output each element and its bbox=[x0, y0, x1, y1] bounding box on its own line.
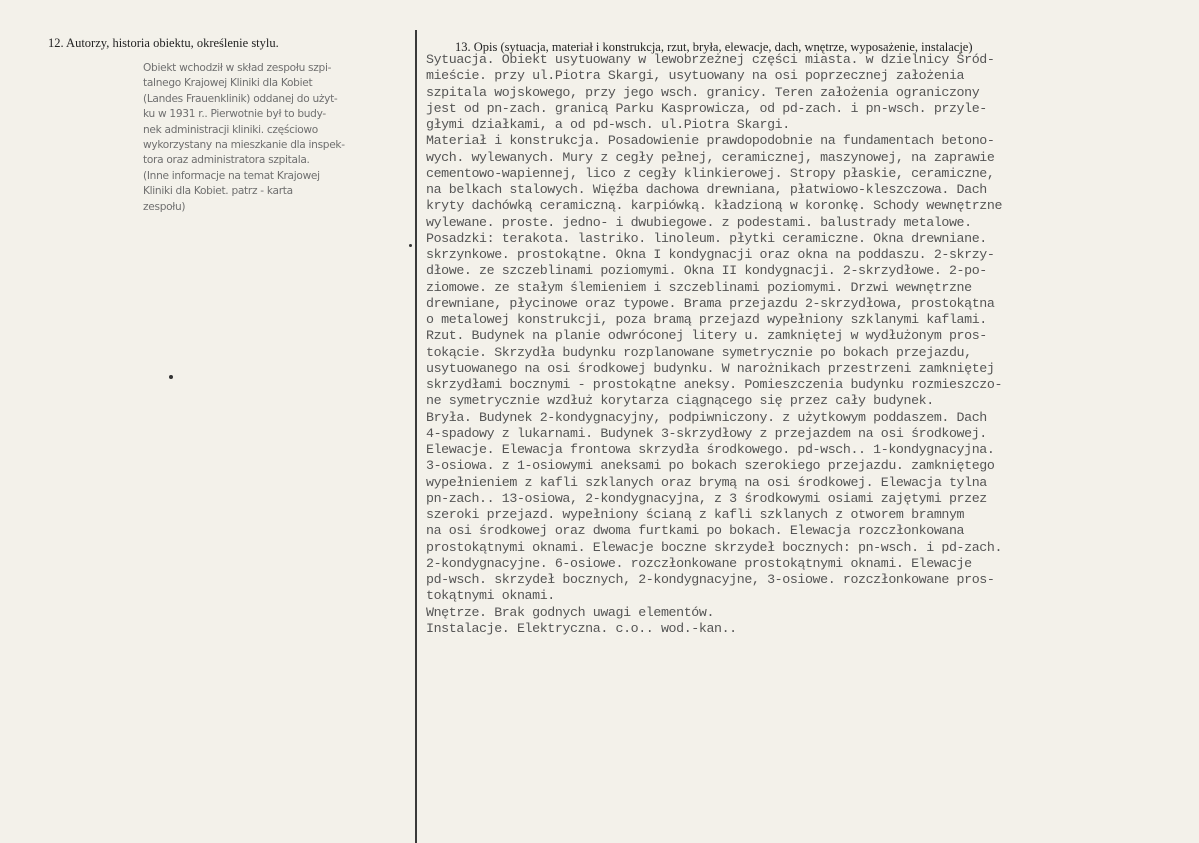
text-line: jest od pn-zach. granicą Parku Kasprowicza, od pd-zach. i pn-wsch. przyle- bbox=[426, 100, 987, 116]
text-line: nek administracji kliniki. częściowo bbox=[143, 123, 318, 136]
text-line: wylewane. proste. jedno- i dwubiegowe. z podestami. balustrady metalowe. bbox=[426, 214, 972, 230]
text-line: talnego Krajowej Kliniki dla Kobiet bbox=[143, 77, 313, 90]
text-line: usytuowanego na osi środkowej budynku. W narożnikach przestrzeni zamkniętej bbox=[426, 360, 995, 376]
text-line: Bryła. Budynek 2-kondygnacyjny, podpiwniczony. z użytkowym poddaszem. Dach bbox=[426, 409, 987, 425]
text-line: wykorzystany na mieszkanie dla inspek- bbox=[143, 139, 345, 152]
text-line: Materiał i konstrukcja. Posadowienie prawdopodobnie na fundamentach betono- bbox=[426, 133, 995, 149]
text-line: 2-kondygnacyjne. 6-osiowe. rozczłonkowane prostokątnymi oknami. Elewacje bbox=[426, 555, 972, 571]
text-line: Rzut. Budynek na planie odwróconej litery u. zamkniętej w wydłużonym pros- bbox=[426, 328, 987, 344]
text-line: szpitala wojskowego, przy jego wsch. granicy. Teren założenia ograniczony bbox=[426, 84, 980, 100]
text-line: tokącie. Skrzydła budynku rozplanowane symetrycznie po bokach przejazdu, bbox=[426, 344, 972, 360]
section-13-text bbox=[426, 52, 1196, 637]
text-line: pd-wsch. skrzydeł bocznych, 2-kondygnacyjne, 3-osiowe. rozczłonkowane pros- bbox=[426, 572, 995, 587]
text-line: na osi środkowej oraz dwoma furtkami po bokach. Elewacja rozczłonkowana bbox=[426, 523, 965, 539]
text-line: ziomowe. ze stałym ślemieniem i szczeblinami poziomymi. Drzwi wewnętrzne bbox=[426, 279, 972, 295]
text-line: na belkach stalowych. Więźba dachowa drewniana, płatwiowo-kleszczowa. Dach bbox=[426, 182, 987, 197]
text-line: Obiekt wchodził w skład zespołu szpi- bbox=[143, 62, 332, 74]
text-line: o metalowej konstrukcji, poza bramą przejazd wypełniony szklanymi kaflami. bbox=[426, 312, 987, 327]
ink-speck bbox=[409, 244, 412, 247]
text-line: mieście. przy ul.Piotra Skargi, usytuowany na osi poprzecznej założenia bbox=[426, 68, 965, 84]
text-line: szeroki przejazd. wypełniony ścianą z kafli szklanych z otworem bramnym bbox=[426, 507, 965, 522]
section-13-heading: 13. Opis (sytuacja, materiał i konstrukcja, rzut, bryła, elewacje, dach, wnętrze, wyposażenie, instalacje) bbox=[455, 40, 973, 54]
text-line: wych. wylewanych. Mury z cegły pełnej, ceramicznej, maszynowej, na zaprawie bbox=[426, 149, 995, 165]
text-line: Wnętrze. Brak godnych uwagi elementów. bbox=[426, 604, 715, 620]
text-line: 3-osiowa. z 1-osiowymi aneksami po bokach szerokiego przejazdu. zamkniętego bbox=[426, 458, 995, 474]
text-line: wypełnieniem z kafli szklanych oraz brymą na osi środkowej. Elewacja tylna bbox=[426, 474, 987, 490]
text-line: pn-zach.. 13-osiowa, 2-kondygnacyjna, z 3 środkowymi osiami zajętymi przez bbox=[426, 490, 987, 506]
text-line: Kliniki dla Kobiet. patrz - karta bbox=[143, 185, 293, 198]
ink-speck bbox=[169, 375, 173, 379]
text-line: prostokątnymi oknami. Elewacje boczne skrzydeł bocznych: pn-wsch. i pd-zach. bbox=[426, 539, 1003, 555]
text-line: ku w 1931 r.. Pierwotnie był to budy- bbox=[143, 108, 326, 121]
text-line: (Inne informacje na temat Krajowej bbox=[143, 169, 320, 182]
text-line: skrzynkowe. prostokątne. Okna I kondygnacji oraz okna na poddaszu. 2-skrzy- bbox=[426, 247, 995, 262]
text-line: cementowo-wapiennej, lico z cegły klinkierowej. Stropy płaskie, ceramiczne, bbox=[426, 165, 995, 181]
text-line: (Landes Frauenklinik) oddanej do użyt- bbox=[143, 92, 338, 105]
text-line: zespołu) bbox=[143, 200, 186, 213]
text-line: dłowe. ze szczeblinami poziomymi. Okna II kondygnacji. 2-skrzydłowe. 2-po- bbox=[426, 263, 987, 279]
text-line: skrzydłami bocznymi - prostokątne aneksy. Pomieszczenia budynku rozmieszczo- bbox=[426, 377, 1003, 392]
text-line: tokątnymi oknami. bbox=[426, 588, 555, 604]
text-line: Elewacje. Elewacja frontowa skrzydła środkowego. pd-wsch.. 1-kondygnacyjna. bbox=[426, 442, 995, 457]
text-line: Posadzki: terakota. lastriko. linoleum. płytki ceramiczne. Okna drewniane. bbox=[426, 230, 987, 246]
text-line: drewniane, płycinowe oraz typowe. Brama przejazdu 2-skrzydłowa, prostokątna bbox=[426, 295, 995, 311]
text-line: Sytuacja. Obiekt usytuowany w lewobrzeżnej części miasta. w dzielnicy Śród- bbox=[426, 52, 995, 67]
text-line: ne symetrycznie wzdłuż korytarza ciągnącego się przez cały budynek. bbox=[426, 393, 934, 409]
text-line: kryty dachówką ceramiczną. karpiówką. kładzioną w koronkę. Schody wewnętrzne bbox=[426, 198, 1003, 214]
text-line: tora oraz administratora szpitala. bbox=[143, 154, 310, 167]
section-12-text bbox=[143, 61, 408, 215]
text-line: głymi działkami, a od pd-wsch. ul.Piotra Skargi. bbox=[426, 117, 790, 132]
section-12-heading: 12. Autorzy, historia obiektu, określenie stylu. bbox=[48, 36, 279, 50]
column-divider bbox=[415, 30, 417, 843]
text-line: Instalacje. Elektryczna. c.o.. wod.-kan.. bbox=[426, 620, 737, 636]
text-line: 4-spadowy z lukarnami. Budynek 3-skrzydłowy z przejazdem na osi środkowej. bbox=[426, 425, 987, 441]
